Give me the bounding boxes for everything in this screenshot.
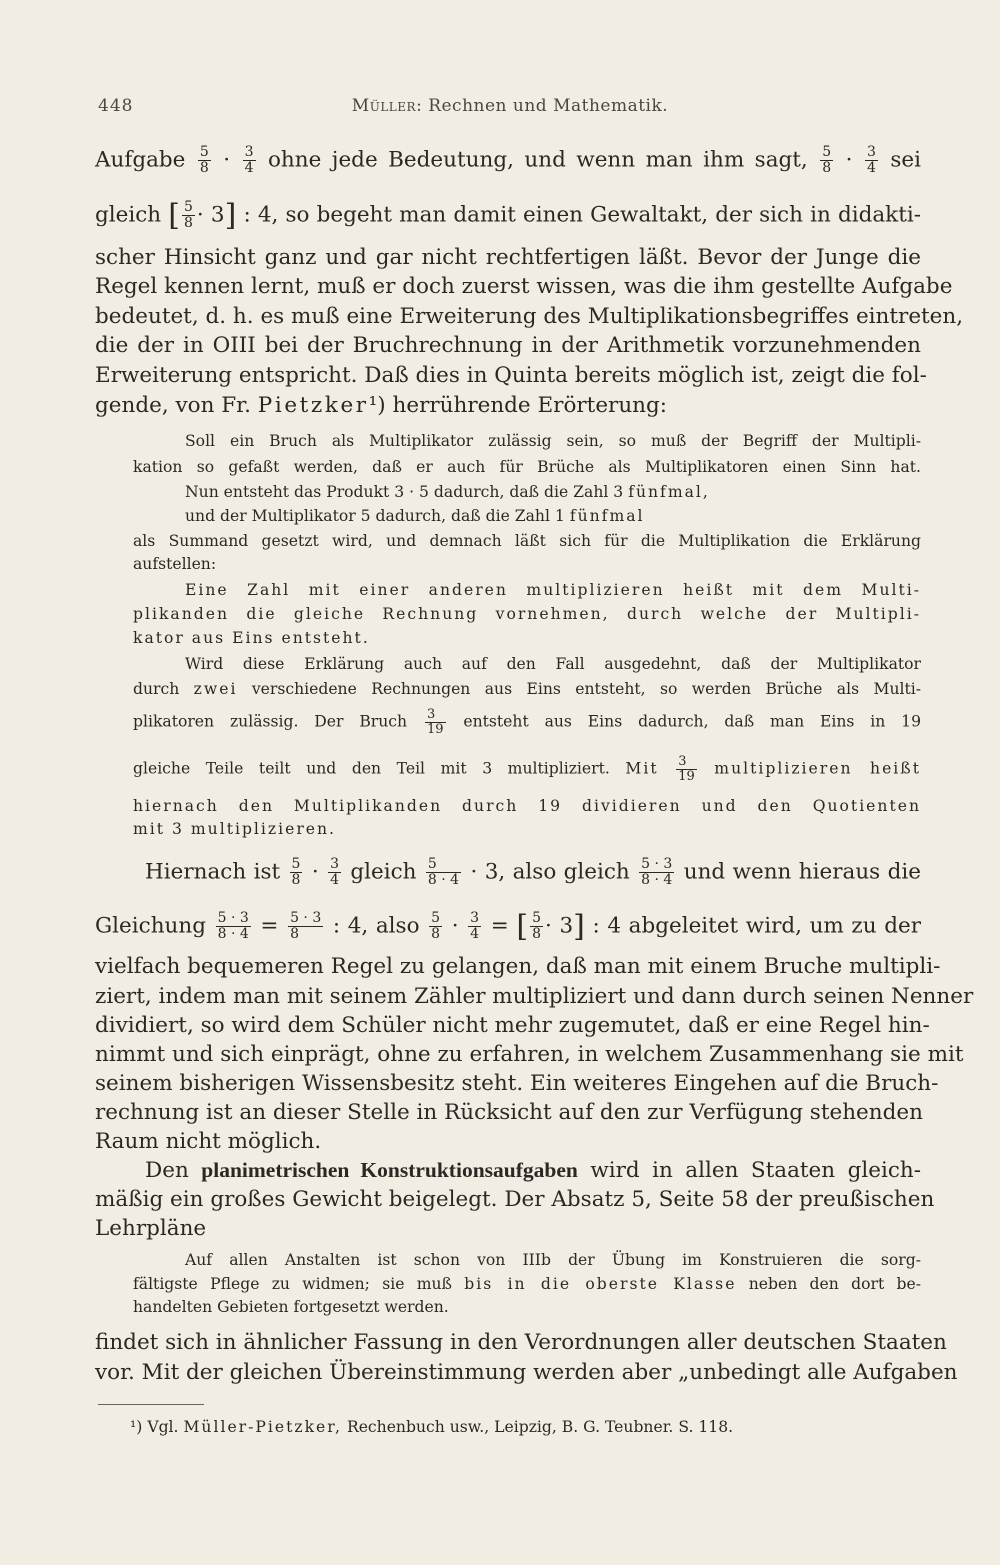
text-segment: Rechenbuch usw., Leipzig, B. G. Teubner. S. 118.	[346, 1418, 734, 1436]
text-segment: fältigste Pflege zu widmen; sie muß	[133, 1275, 452, 1293]
text-segment: ·	[845, 147, 853, 173]
bracket-open: [	[516, 908, 529, 944]
bracket-close: ]	[573, 908, 585, 944]
text-segment: Nun entsteht das Produkt 3 · 5 dadurch, daß die Zahl 3	[185, 483, 624, 501]
text-line	[95, 391, 921, 421]
text-line	[145, 1155, 921, 1186]
denominator: 8	[291, 872, 301, 888]
quote-line	[133, 1273, 921, 1295]
fraction	[198, 145, 211, 176]
text-segment: : 4 abgeleitet wird, um zu der	[592, 913, 921, 939]
quote-line: handelten Gebieten fortgesetzt werden.	[133, 1298, 449, 1316]
fraction	[865, 145, 878, 176]
spaced-term: Mit	[625, 759, 659, 778]
formula-line	[95, 908, 921, 944]
denominator: 19	[678, 769, 695, 784]
denominator: 4	[866, 160, 876, 176]
numerator: 3	[676, 755, 697, 770]
text-segment: verschiedene Rechnungen aus Eins entsteht, so werden Brüche als Multi-	[251, 680, 921, 698]
text-segment: =	[260, 913, 279, 939]
spaced-term: bis in die oberste Klasse	[464, 1275, 737, 1293]
numerator: 3	[244, 144, 254, 160]
text-line: Erweiterung entspricht. Daß dies in Quinta bereits möglich ist, zeigt die fol-	[95, 363, 927, 388]
text-segment: durch	[133, 680, 180, 698]
text-segment: gende, von Fr.	[95, 393, 251, 418]
author-name: Pietzker	[257, 393, 369, 418]
text-segment: ·	[223, 147, 231, 173]
denominator: 19	[426, 722, 444, 737]
fraction	[429, 911, 442, 942]
fraction	[639, 857, 674, 888]
denominator: 4	[244, 160, 254, 176]
numerator: 3	[330, 856, 339, 872]
denominator: 8	[290, 926, 299, 942]
fraction	[216, 911, 251, 942]
numerator: 5 · 3	[641, 856, 673, 872]
text-line: vor. Mit der gleichen Übereinstimmung werden aber „unbedingt alle Aufgaben	[95, 1360, 958, 1385]
text-line: ziert, indem man mit seinem Zähler multipliziert und dann durch seinen Nenner	[95, 984, 974, 1009]
quote-line	[133, 678, 921, 700]
text-line: findet sich in ähnlicher Fassung in den Verordnungen aller deutschen Staaten	[95, 1330, 947, 1355]
formula-line	[145, 857, 921, 888]
numerator: 5	[291, 856, 301, 872]
text-segment: Aufgabe	[95, 147, 186, 173]
text-segment: plikatoren zulässig. Der Bruch	[133, 712, 408, 731]
denominator: 8 · 4	[641, 872, 673, 888]
denominator: 8	[532, 926, 541, 942]
quote-line	[133, 755, 921, 784]
quote-line: kator aus Eins entsteht.	[133, 629, 370, 647]
text-segment: Den	[145, 1158, 189, 1183]
text-line: Regel kennen lernt, muß er doch zuerst wissen, was die ihm gestellte Aufgabe	[95, 274, 953, 299]
header-title: : Rechnen und Mathematik.	[416, 96, 669, 116]
quote-line: Wird diese Erklärung auch auf den Fall ausgedehnt, daß der Multiplikator	[185, 655, 921, 673]
fraction	[425, 708, 446, 737]
footnote-rule	[98, 1404, 204, 1405]
numerator: 5	[822, 144, 832, 160]
text-line: Lehrpläne	[95, 1216, 207, 1241]
bracket-open: [	[168, 197, 180, 233]
author-name: Müller-Pietzker,	[183, 1418, 342, 1436]
quote-line: hiernach den Multiplikanden durch 19 dividieren und den Quotienten	[133, 797, 921, 815]
fraction	[288, 911, 323, 942]
text-segment: Vgl.	[147, 1418, 179, 1436]
quote-line: plikanden die gleiche Rechnung vornehmen, durch welche der Multipli-	[133, 605, 921, 623]
text-segment: Gleichung	[95, 913, 206, 939]
numerator: 5 · 3	[217, 910, 249, 926]
denominator: 8	[184, 215, 193, 231]
fraction	[676, 755, 697, 784]
fraction	[530, 911, 543, 942]
denominator: 8 · 4	[217, 926, 249, 942]
fraction	[328, 857, 341, 888]
numerator: 3	[425, 708, 446, 723]
text-segment: ohne jede Bedeutung, und wenn man ihm sagt,	[267, 147, 808, 173]
running-header	[98, 96, 922, 126]
text-line: nimmt und sich einprägt, ohne zu erfahren, in welchem Zusammenhang sie mit	[95, 1042, 964, 1067]
text-segment: · 3	[545, 913, 574, 939]
quote-line: Eine Zahl mit einer anderen multiplizieren heißt mit dem Multi-	[185, 581, 921, 599]
running-title	[98, 96, 922, 116]
text-line: dividiert, so wird dem Schüler nicht mehr zugemutet, daß er eine Regel hin-	[95, 1013, 930, 1038]
fraction	[468, 911, 481, 942]
text-segment: · 3	[196, 202, 225, 228]
header-author: Müller	[351, 96, 417, 116]
text-segment: =	[490, 913, 509, 939]
text-segment: ·	[451, 913, 459, 939]
quote-line: Soll ein Bruch als Multiplikator zulässig sein, so muß der Begriff der Multipli-	[185, 432, 921, 450]
denominator: 8	[822, 160, 832, 176]
fraction	[290, 857, 303, 888]
text-segment: gleich	[95, 202, 162, 228]
quote-line	[185, 481, 921, 503]
text-line: scher Hinsicht ganz und gar nicht rechtfertigen läßt. Bevor der Junge die	[95, 245, 921, 270]
text-segment: ¹) herrührende Erörterung:	[368, 393, 668, 418]
text-line: die der in OIII bei der Bruchrechnung in der Arithmetik vorzunehmenden	[95, 333, 921, 358]
denominator: 8	[199, 160, 209, 176]
quote-line: aufstellen:	[133, 555, 217, 573]
text-segment: : 4, also	[332, 913, 420, 939]
numerator: 3	[470, 910, 480, 926]
spaced-term: fünfmal	[569, 507, 645, 525]
denominator: 8	[431, 926, 441, 942]
text-line: vielfach bequemeren Regel zu gelangen, daß man mit einem Bruche multipli-	[95, 954, 941, 979]
quote-line	[133, 708, 921, 737]
page-number: 448	[98, 96, 134, 116]
quote-line: Auf allen Anstalten ist schon von IIIb der Übung im Konstruieren die sorg-	[185, 1251, 921, 1269]
text-line	[95, 145, 921, 176]
text-line: rechnung ist an dieser Stelle in Rücksicht auf den zur Verfügung stehenden	[95, 1100, 923, 1125]
quote-line: als Summand gesetzt wird, und demnach läßt sich für die Multiplikation die Erklärung	[133, 532, 921, 550]
text-line: bedeutet, d. h. es muß eine Erweiterung des Multiplikationsbegriffes eintreten,	[95, 304, 964, 329]
quote-line: mit 3 multiplizieren.	[133, 820, 337, 838]
numerator: 5	[532, 910, 541, 926]
fraction	[182, 200, 195, 231]
numerator: 5	[426, 857, 461, 873]
numerator: 3	[866, 144, 876, 160]
numerator: 5	[199, 144, 209, 160]
text-segment: : 4, so begeht man damit einen Gewaltakt, der sich in didakti-	[243, 202, 921, 228]
text-segment: ·	[311, 859, 319, 885]
fraction	[426, 857, 461, 888]
quote-line: kation so gefaßt werden, daß er auch für Brüche als Multiplikatoren einen Sinn hat.	[133, 458, 921, 476]
footnote	[130, 1418, 733, 1436]
denominator: 4	[330, 872, 339, 888]
text-segment: neben den dort be-	[748, 1275, 921, 1293]
emphasized-term: planimetrischen Konstruktionsaufgaben	[201, 1158, 578, 1182]
bracket-close: ]	[224, 197, 237, 233]
numerator: 5	[431, 910, 441, 926]
text-segment: Hiernach ist	[145, 859, 281, 885]
denominator: 8 · 4	[427, 872, 460, 888]
numerator: 5	[184, 199, 193, 215]
text-segment: und wenn hieraus die	[683, 859, 921, 885]
text-segment: entsteht aus Eins dadurch, daß man Eins in 19	[463, 712, 921, 731]
text-segment: sei	[890, 147, 921, 173]
fraction	[820, 145, 833, 176]
quote-line	[185, 505, 921, 527]
text-line	[95, 197, 921, 233]
text-line: seinem bisherigen Wissensbesitz steht. Ein weiteres Eingehen auf die Bruch-	[95, 1071, 939, 1096]
text-segment: gleiche Teile teilt und den Teil mit 3 multipliziert.	[133, 759, 610, 778]
text-line: mäßig ein großes Gewicht beigelegt. Der Absatz 5, Seite 58 der preußischen	[95, 1187, 935, 1212]
fraction	[243, 145, 256, 176]
text-segment: und der Multiplikator 5 dadurch, daß die Zahl 1	[185, 507, 565, 525]
spaced-term: fünfmal,	[628, 483, 710, 501]
spaced-term: multiplizieren heißt	[714, 759, 921, 778]
numerator: 5 · 3	[290, 910, 322, 926]
spaced-term: zwei	[193, 680, 238, 698]
text-segment: gleich	[350, 859, 417, 885]
text-segment: wird in allen Staaten gleich-	[590, 1158, 921, 1183]
text-line: Raum nicht möglich.	[95, 1129, 322, 1154]
denominator: 4	[470, 926, 480, 942]
footnote-mark: ¹)	[130, 1418, 143, 1436]
text-segment: · 3, also gleich	[470, 859, 630, 885]
